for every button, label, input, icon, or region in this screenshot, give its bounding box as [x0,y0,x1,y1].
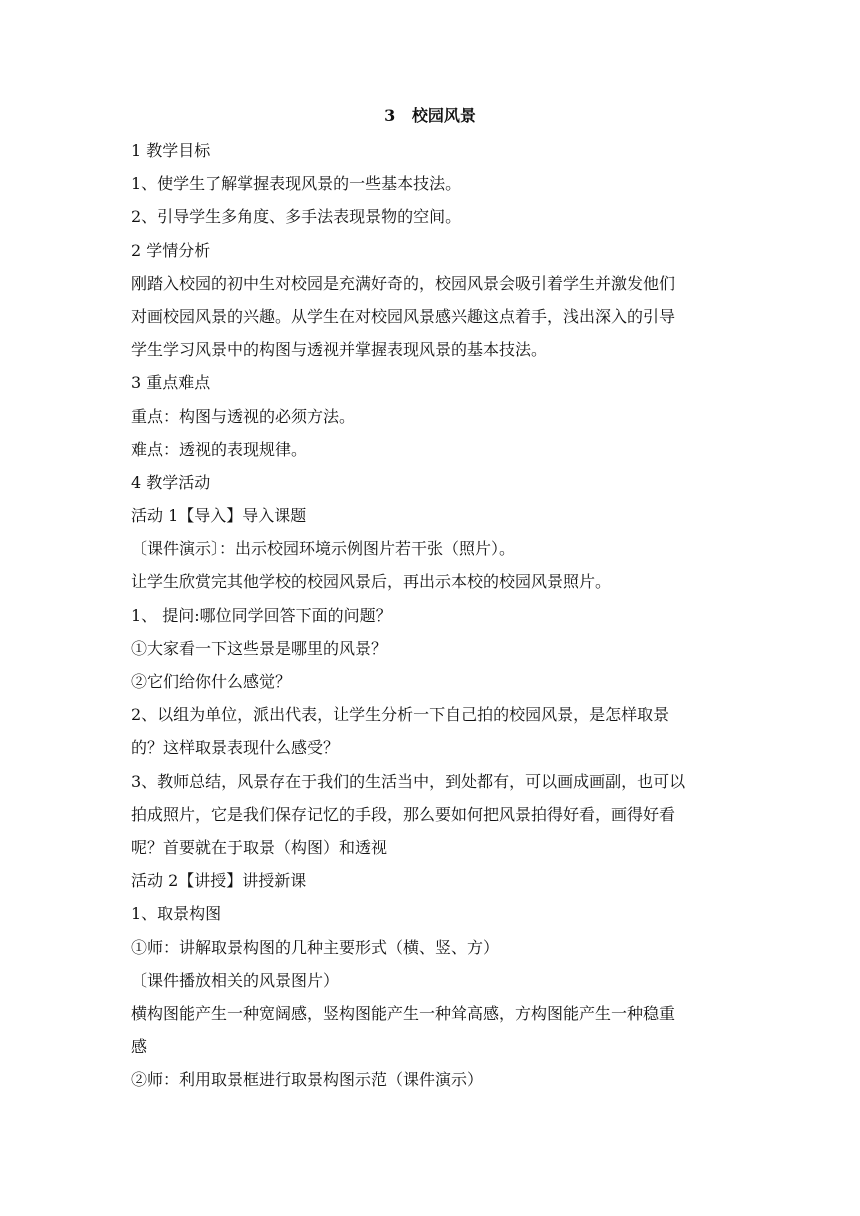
text-line: 学生学习风景中的构图与透视并掌握表现风景的基本技法。 [131,340,548,360]
text-line: 让学生欣赏完其他学校的校园风景后，再出示本校的校园风景照片。 [131,572,612,592]
text-line: 横构图能产生一种宽阔感，竖构图能产生一种耸高感，方构图能产生一种稳重 [131,1003,676,1023]
text-line: ②师：利用取景框进行取景构图示范（课件演示） [131,1070,484,1090]
text-line: 刚踏入校园的初中生对校园是充满好奇的，校园风景会吸引着学生并激发他们 [131,273,676,293]
text-line: 难点：透视的表现规律。 [131,439,308,459]
text-line: 1、 提问:哪位同学回答下面的问题？ [131,605,392,625]
text-line: 4 教学活动 [131,472,211,492]
text-line: 3、教师总结，风景存在于我们的生活当中，到处都有，可以画成画副，也可以 [131,771,686,791]
text-line: 2、引导学生多角度、多手法表现景物的空间。 [131,207,462,227]
text-line: ②它们给你什么感觉？ [131,672,292,691]
text-line: 1、取景构图 [131,904,222,924]
text-line: 重点：构图与透视的必须方法。 [131,406,356,426]
text-line: 〔课件播放相关的风景图片） [131,970,340,990]
text-line: 活动 2【讲授】讲授新课 [131,871,307,891]
text-line: 的？这样取景表现什么感受？ [131,738,340,758]
document-title: 3 校园风景 [384,106,476,125]
text-line: 1、使学生了解掌握表现风景的一些基本技法。 [131,174,462,194]
text-line: ①师：讲解取景构图的几种主要形式（横、竖、方） [131,937,500,957]
text-line: 活动 1【导入】导入课题 [131,506,307,526]
text-line: 3 重点难点 [131,373,211,393]
text-line: 1 教学目标 [131,141,211,160]
text-line: 2 学情分析 [131,240,211,260]
text-line: 感 [131,1037,148,1057]
text-line: 对画校园风景的兴趣。从学生在对校园风景感兴趣这点着手，浅出深入的引导 [131,306,676,326]
document-body [131,139,731,1101]
text-line: 2、以组为单位，派出代表，让学生分析一下自己拍的校园风景，是怎样取景 [131,705,670,725]
text-line: 〔课件演示〕：出示校园环境示例图片若干张（照片）。 [131,539,516,559]
text-line: 呢？首要就在于取景（构图）和透视 [131,837,388,857]
text-line: 拍成照片，它是我们保存记忆的手段，那么要如何把风景拍得好看，画得好看 [131,804,676,824]
text-line: ①大家看一下这些景是哪里的风景？ [131,638,388,658]
